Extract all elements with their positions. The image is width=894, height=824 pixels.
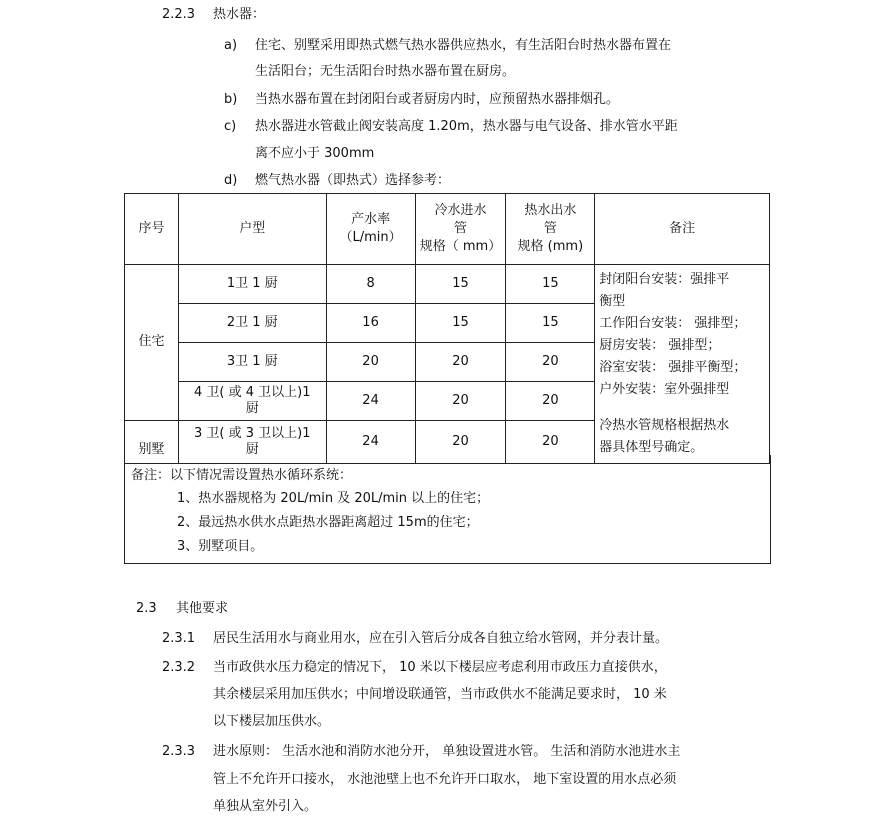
item-d-line-1: 燃气热水器（即热式）选择参考： (255, 173, 451, 188)
cell-rate: 24 (326, 420, 415, 463)
section-2-3-3-line-2: 管上不允许开口接水， 水池池壁上也不允许开口取水， 地下室设置的用水点必须 (213, 772, 677, 787)
footnote-title: 备注：以下情况需设置热水循环系统： (131, 468, 353, 483)
remark-line: 户外安装：室外强排型 (599, 382, 730, 397)
cell-cold: 15 (415, 265, 506, 304)
section-2-3-3-line-1: 进水原则： 生活水池和消防水池分开， 单独设置进水管。 生活和消防水池进水主 (213, 744, 681, 759)
header-cell: 产水率 （L/min） (326, 194, 415, 265)
item-a-mark: a) (224, 38, 238, 53)
cell-type: 1卫 1 厨 (178, 265, 326, 304)
section-2-3-2-number: 2.3.2 (162, 660, 196, 675)
section-2-3-2-line-3: 以下楼层加压供水。 (213, 714, 331, 729)
footnote-item: 2、最远热水供水点距热水器距离超过 15m的住宅； (177, 515, 479, 530)
cell-type: 3 卫( 或 3 卫以上)1 厨 (178, 420, 326, 463)
group-label-bieshu: 别墅 (125, 420, 179, 463)
cell-hot: 20 (506, 381, 595, 420)
remark-cell (595, 265, 770, 464)
cell-rate: 20 (326, 342, 415, 381)
item-a-line-1: 住宅、别墅采用即热式燃气热水器供应热水，有生活阳台时热水器布置在 (255, 38, 672, 53)
section-2-3-1-text: 居民生活用水与商业用水，应在引入管后分成各自独立给水管网，并分表计量。 (213, 631, 669, 646)
header-cell: 备注 (595, 194, 770, 265)
cell-cold: 20 (415, 381, 506, 420)
group-label-zhuzhai: 住宅 (125, 265, 179, 421)
cell-hot: 20 (506, 342, 595, 381)
cell-cold: 15 (415, 303, 506, 342)
cell-cold: 20 (415, 420, 506, 463)
item-d-mark: d) (224, 173, 238, 188)
header-cell: 户型 (178, 194, 326, 265)
item-b-line-1: 当热水器布置在封闭阳台或者厨房内时，应预留热水器排烟孔。 (255, 92, 620, 107)
section-2-3-number: 2.3 (136, 601, 157, 616)
cell-rate: 8 (326, 265, 415, 304)
section-2-3-2-line-2: 其余楼层采用加压供水；中间增设联通管，当市政供水不能满足要求时， 10 米 (213, 687, 667, 702)
cell-hot: 15 (506, 265, 595, 304)
cell-type: 4 卫( 或 4 卫以上)1 厨 (178, 381, 326, 420)
cell-type: 3卫 1 厨 (178, 342, 326, 381)
table-row (125, 265, 770, 304)
item-b-mark: b) (224, 92, 238, 107)
cell-type: 2卫 1 厨 (178, 303, 326, 342)
cell-hot: 15 (506, 303, 595, 342)
item-c-line-2: 离不应小于 300mm (255, 146, 375, 161)
section-2-3-3-line-3: 单独从室外引入。 (213, 799, 318, 814)
section-2-2-3-number: 2.2.3 (162, 7, 196, 22)
remark-line: 工作阳台安装： 强排型； (599, 316, 747, 331)
section-2-3-1-number: 2.3.1 (162, 631, 196, 646)
remark-line: 衡型 (599, 294, 626, 309)
cell-rate: 16 (326, 303, 415, 342)
item-c-mark: c) (224, 119, 237, 134)
header-cell: 序号 (125, 194, 179, 265)
footnote-item: 1、热水器规格为 20L/min 及 20L/min 以上的住宅； (177, 491, 490, 506)
remark-line: 封闭阳台安装：强排平 (599, 272, 730, 287)
footnote-item: 3、别墅项目。 (177, 539, 264, 554)
remark-line: 厨房安装： 强排型； (599, 338, 721, 353)
section-2-3-3-number: 2.3.3 (162, 744, 196, 759)
table-header-row (125, 194, 770, 265)
remark-line: 浴室安装： 强排平衡型； (599, 360, 747, 375)
cell-rate: 24 (326, 381, 415, 420)
remark-line: 器具体型号确定。 (599, 440, 704, 455)
table-footnote (124, 455, 771, 564)
cell-cold: 20 (415, 342, 506, 381)
cell-hot: 20 (506, 420, 595, 463)
remark-line (599, 401, 765, 415)
section-2-2-3-title: 热水器： (213, 7, 266, 22)
water-heater-table (124, 193, 770, 464)
item-c-line-1: 热水器进水管截止阀安装高度 1.20m，热水器与电气设备、排水管水平距 (255, 119, 678, 134)
header-cell: 热水出水 管 规格 (mm) (506, 194, 595, 265)
section-2-3-2-line-1: 当市政供水压力稳定的情况下， 10 米以下楼层应考虑利用市政压力直接供水， (213, 660, 667, 675)
header-cell: 冷水进水 管 规格（ mm） (415, 194, 506, 265)
section-2-3-title: 其他要求 (176, 601, 229, 616)
remark-line: 冷热水管规格根据热水 (599, 418, 730, 433)
item-a-line-2: 生活阳台；无生活阳台时热水器布置在厨房。 (255, 64, 516, 79)
